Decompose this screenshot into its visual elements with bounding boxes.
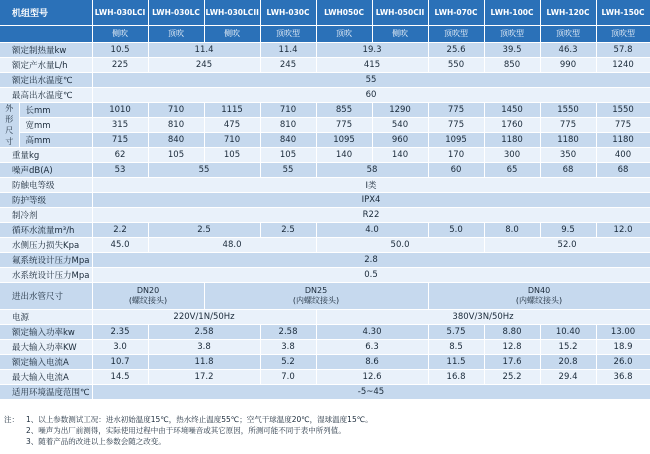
blow-type: 侧吹 — [92, 25, 148, 42]
note-item: 2、噪声为出厂前测得，实际使用过程中由于环境噪音或其它原因，所测可能不同于表中所列值。 — [26, 426, 346, 435]
refrigerant-label: 制冷剂 — [0, 207, 92, 222]
value-cell: 415 — [316, 57, 428, 72]
value-cell: 475 — [204, 117, 260, 132]
value-cell: 855 — [316, 102, 372, 117]
value-cell: 300 — [484, 147, 540, 162]
refrigerant-pressure-label: 氟系统设计压力Mpa — [0, 252, 92, 267]
value-cell: 9.5 — [540, 222, 596, 237]
value-cell: 1010 — [92, 102, 148, 117]
max-outlet-label: 最高出水温度℃ — [0, 87, 92, 102]
value-cell: 1180 — [484, 132, 540, 147]
blow-type: 顶吹型 — [428, 25, 484, 42]
value-cell: 46.3 — [540, 42, 596, 57]
value-cell: 775 — [316, 117, 372, 132]
width-label: 宽mm — [19, 117, 92, 132]
dimensions-group-label: 外 形 尺 寸 — [0, 102, 19, 147]
value-cell: 960 — [372, 132, 428, 147]
blow-type: 顶吹型 — [484, 25, 540, 42]
value-cell: 105 — [148, 147, 204, 162]
value-cell: 245 — [148, 57, 260, 72]
blow-type: 顶吹 — [316, 25, 372, 42]
value-cell: 810 — [260, 117, 316, 132]
value-cell: 15.2 — [540, 339, 596, 354]
value-cell: 3.8 — [260, 339, 316, 354]
value-cell: 850 — [484, 57, 540, 72]
value-cell: -5~45 — [92, 384, 650, 399]
value-cell: 45.0 — [92, 237, 148, 252]
blow-type: 侧吹 — [204, 25, 260, 42]
value-cell: 60 — [92, 87, 650, 102]
max-input-power-label: 最大输入功率KW — [0, 339, 92, 354]
rated-outlet-label: 额定出水温度℃ — [0, 72, 92, 87]
pipe-size-label: 进出水管尺寸 — [0, 282, 92, 309]
value-cell: 20.8 — [540, 354, 596, 369]
model-header: 机组型号 — [0, 0, 92, 25]
value-cell: 2.58 — [260, 324, 316, 339]
shock-class-label: 防触电等级 — [0, 177, 92, 192]
value-cell: 55 — [260, 162, 316, 177]
value-cell: 17.2 — [148, 369, 260, 384]
value-cell: 2.58 — [148, 324, 260, 339]
value-cell: 14.5 — [92, 369, 148, 384]
value-cell: 220V/1N/50Hz — [92, 309, 316, 324]
value-cell: 68 — [540, 162, 596, 177]
value-cell: 25.6 — [428, 42, 484, 57]
value-cell: 775 — [428, 102, 484, 117]
value-cell: 2.2 — [92, 222, 148, 237]
note-item: 1、以上参数测试工况：进水初始温度15℃，热水终止温度55℃；空气干球温度20℃，湿球温度15℃。 — [26, 415, 373, 424]
value-cell: 5.2 — [260, 354, 316, 369]
value-cell: 710 — [148, 102, 204, 117]
model-name: LWH-030LCI — [92, 0, 148, 25]
rated-input-power-label: 额定输入功率kw — [0, 324, 92, 339]
value-cell: 29.4 — [540, 369, 596, 384]
power-supply-label: 电源 — [0, 309, 92, 324]
noise-label: 噪声dB(A) — [0, 162, 92, 177]
value-cell: 0.5 — [92, 267, 650, 282]
type-label-blank — [0, 25, 92, 42]
value-cell: 65 — [484, 162, 540, 177]
value-cell: 11.4 — [148, 42, 260, 57]
value-cell: 12.6 — [316, 369, 428, 384]
value-cell: 840 — [148, 132, 204, 147]
value-cell: 1760 — [484, 117, 540, 132]
value-cell: 1115 — [204, 102, 260, 117]
model-name: LWH050C — [316, 0, 372, 25]
value-cell: 715 — [92, 132, 148, 147]
model-name: LWH-050CII — [372, 0, 428, 25]
value-cell: 775 — [428, 117, 484, 132]
value-cell: 11.8 — [148, 354, 260, 369]
value-cell: I类 — [92, 177, 650, 192]
value-cell: 39.5 — [484, 42, 540, 57]
pipe-size-value: DN20 (螺纹接头) — [92, 282, 204, 309]
blow-type: 顶吹 — [148, 25, 204, 42]
model-name: LWH-030LC — [148, 0, 204, 25]
value-cell: 350 — [540, 147, 596, 162]
value-cell: 57.8 — [596, 42, 650, 57]
max-current-label: 最大输入电流A — [0, 369, 92, 384]
value-cell: 55 — [148, 162, 260, 177]
value-cell: 1550 — [596, 102, 650, 117]
model-name: LWH-100C — [484, 0, 540, 25]
model-name: LWH-030LCII — [204, 0, 260, 25]
pressure-loss-label: 水侧压力损失Kpa — [0, 237, 92, 252]
pipe-size-value: DN40 (内螺纹接头) — [428, 282, 650, 309]
value-cell: 245 — [260, 57, 316, 72]
height-label: 高mm — [19, 132, 92, 147]
value-cell: 8.6 — [316, 354, 428, 369]
value-cell: 1095 — [428, 132, 484, 147]
blow-type: 顶吹型 — [596, 25, 650, 42]
value-cell: 26.0 — [596, 354, 650, 369]
value-cell: 36.8 — [596, 369, 650, 384]
value-cell: 11.5 — [428, 354, 484, 369]
value-cell: 8.80 — [484, 324, 540, 339]
value-cell: 140 — [372, 147, 428, 162]
circulation-flow-label: 循环水流量m³/h — [0, 222, 92, 237]
blow-type: 顶吹型 — [540, 25, 596, 42]
value-cell: 53 — [92, 162, 148, 177]
pipe-size-value: DN25 (内螺纹接头) — [204, 282, 428, 309]
value-cell: 1240 — [596, 57, 650, 72]
value-cell: 48.0 — [148, 237, 316, 252]
blow-type: 侧吹 — [372, 25, 428, 42]
value-cell: 11.4 — [260, 42, 316, 57]
note-item: 3、随着产品的改进以上参数会随之改变。 — [26, 437, 166, 446]
value-cell: 840 — [260, 132, 316, 147]
value-cell: 3.0 — [92, 339, 148, 354]
value-cell: 5.0 — [428, 222, 484, 237]
value-cell: 540 — [372, 117, 428, 132]
water-pressure-label: 水系统设计压力Mpa — [0, 267, 92, 282]
value-cell: 25.2 — [484, 369, 540, 384]
model-name: LWH-030C — [260, 0, 316, 25]
value-cell: 1550 — [540, 102, 596, 117]
value-cell: 105 — [260, 147, 316, 162]
value-cell: 710 — [260, 102, 316, 117]
value-cell: 3.8 — [148, 339, 260, 354]
value-cell: 6.3 — [316, 339, 428, 354]
value-cell: 5.75 — [428, 324, 484, 339]
value-cell: 62 — [92, 147, 148, 162]
value-cell: 2.8 — [92, 252, 650, 267]
length-label: 长mm — [19, 102, 92, 117]
value-cell: 13.00 — [596, 324, 650, 339]
value-cell: 2.5 — [260, 222, 316, 237]
value-cell: 810 — [148, 117, 204, 132]
value-cell: 2.35 — [92, 324, 148, 339]
value-cell: 10.5 — [92, 42, 148, 57]
value-cell: IPX4 — [92, 192, 650, 207]
value-cell: 10.40 — [540, 324, 596, 339]
value-cell: 990 — [540, 57, 596, 72]
value-cell: 12.8 — [484, 339, 540, 354]
value-cell: 775 — [540, 117, 596, 132]
value-cell: 60 — [428, 162, 484, 177]
value-cell: 1180 — [596, 132, 650, 147]
value-cell: 10.7 — [92, 354, 148, 369]
value-cell: 1095 — [316, 132, 372, 147]
value-cell: 8.5 — [428, 339, 484, 354]
value-cell: 68 — [596, 162, 650, 177]
value-cell: 710 — [204, 132, 260, 147]
model-name: LWH-070C — [428, 0, 484, 25]
value-cell: R22 — [92, 207, 650, 222]
value-cell: 380V/3N/50Hz — [316, 309, 650, 324]
value-cell: 55 — [92, 72, 650, 87]
value-cell: 400 — [596, 147, 650, 162]
value-cell: 8.0 — [484, 222, 540, 237]
rated-current-label: 额定输入电流A — [0, 354, 92, 369]
value-cell: 58 — [316, 162, 428, 177]
value-cell: 1450 — [484, 102, 540, 117]
blow-type: 顶吹型 — [260, 25, 316, 42]
model-name: LWH-150C — [596, 0, 650, 25]
value-cell: 225 — [92, 57, 148, 72]
rated-heat-label: 额定制热量kw — [0, 42, 92, 57]
value-cell: 550 — [428, 57, 484, 72]
value-cell: 16.8 — [428, 369, 484, 384]
value-cell: 19.3 — [316, 42, 428, 57]
value-cell: 12.0 — [596, 222, 650, 237]
footnotes — [0, 414, 650, 447]
weight-label: 重量kg — [0, 147, 92, 162]
value-cell: 18.9 — [596, 339, 650, 354]
value-cell: 775 — [596, 117, 650, 132]
model-name: LWH-120C — [540, 0, 596, 25]
notes-prefix: 注： — [4, 415, 19, 424]
value-cell: 7.0 — [260, 369, 316, 384]
value-cell: 52.0 — [484, 237, 650, 252]
value-cell: 1290 — [372, 102, 428, 117]
value-cell: 4.0 — [316, 222, 428, 237]
ambient-range-label: 适用环境温度范围℃ — [0, 384, 92, 399]
value-cell: 50.0 — [316, 237, 484, 252]
value-cell: 140 — [316, 147, 372, 162]
protection-label: 防护等级 — [0, 192, 92, 207]
value-cell: 1180 — [540, 132, 596, 147]
value-cell: 2.5 — [148, 222, 260, 237]
value-cell: 4.30 — [316, 324, 428, 339]
value-cell: 17.6 — [484, 354, 540, 369]
value-cell: 170 — [428, 147, 484, 162]
value-cell: 315 — [92, 117, 148, 132]
rated-water-label: 额定产水量L/h — [0, 57, 92, 72]
value-cell: 105 — [204, 147, 260, 162]
